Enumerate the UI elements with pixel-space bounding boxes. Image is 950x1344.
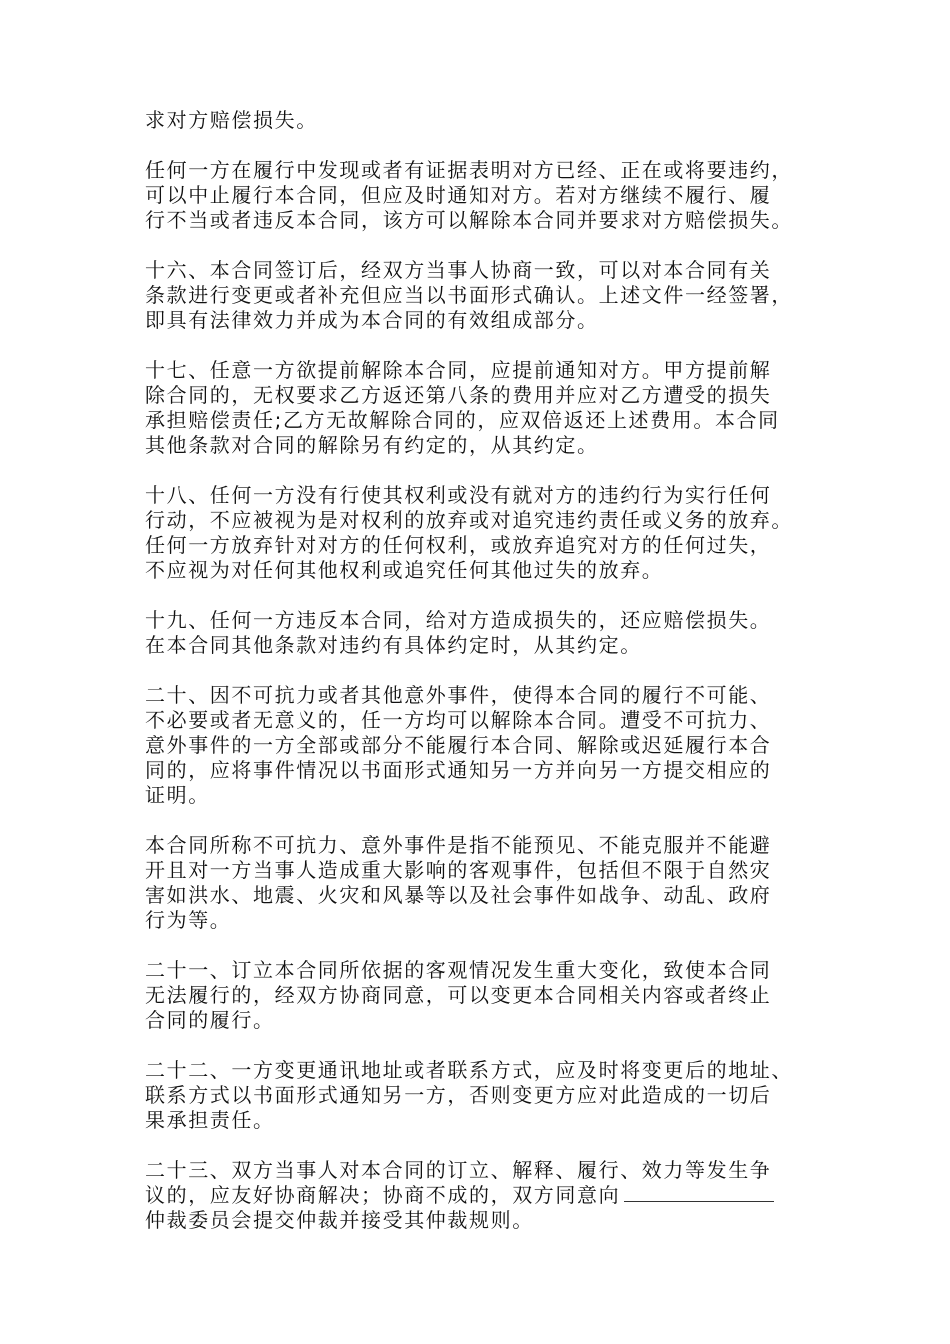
text-line: 二十、因不可抗力或者其他意外事件，使得本合同的履行不可能、 [145,683,772,707]
paragraph-1 [145,108,815,133]
text-line: 果承担责任。 [145,1108,275,1132]
text-line: 即具有法律效力并成为本合同的有效组成部分。 [145,308,599,332]
text-line: 证明。 [145,783,210,807]
text-line: 行动，不应被视为是对权利的放弃或对追究违约责任或义务的放弃。 [145,508,793,532]
text-line: 十八、任何一方没有行使其权利或没有就对方的违约行为实行任何 [145,483,772,507]
text-line: 不必要或者无意义的，任一方均可以解除本合同。遭受不可抗力、 [145,708,772,732]
text-line: 行为等。 [145,908,232,932]
document-page [145,108,815,1258]
text-line: 任何一方放弃针对对方的任何权利，或放弃追究对方的任何过失， [145,533,772,557]
force-majeure-definition [145,833,815,933]
text-line: 条款进行变更或者补充但应当以书面形式确认。上述文件一经签署， [145,283,793,307]
text-line: 二十三、双方当事人对本合同的订立、解释、履行、效力等发生争 [145,1158,772,1182]
paragraph-2 [145,158,815,233]
clause-18 [145,483,815,583]
text-line: 合同的履行。 [145,1008,275,1032]
clause-17 [145,358,815,458]
text-line: 开且对一方当事人造成重大影响的客观事件，包括但不限于自然灾 [145,858,772,882]
text-line: 二十一、订立本合同所依据的客观情况发生重大变化，致使本合同 [145,958,772,982]
text-line: 其他条款对合同的解除另有约定的，从其约定。 [145,433,599,457]
text-line: 不应视为对任何其他权利或追究任何其他过失的放弃。 [145,558,664,582]
text-line: 意外事件的一方全部或部分不能履行本合同、解除或迟延履行本合 [145,733,772,757]
text-line: 任何一方在履行中发现或者有证据表明对方已经、正在或将要违约， [145,158,793,182]
text-line: 承担赔偿责任;乙方无故解除合同的，应双倍返还上述费用。本合同 [145,408,780,432]
clause-23 [145,1158,815,1233]
text-line: 行不当或者违反本合同，该方可以解除本合同并要求对方赔偿损失。 [145,208,793,232]
text-line: 除合同的，无权要求乙方返还第八条的费用并应对乙方遭受的损失 [145,383,772,407]
clause-21 [145,958,815,1033]
text-line: 求对方赔偿损失。 [145,108,318,132]
text-line: 十六、本合同签订后，经双方当事人协商一致，可以对本合同有关 [145,258,772,282]
text-line: 联系方式以书面形式通知另一方，否则变更方应对此造成的一切后 [145,1083,772,1107]
text-segment: 议的，应友好协商解决；协商不成的，双方同意向 [145,1183,621,1207]
arbitration-commission-blank[interactable] [624,1183,774,1202]
text-line: 可以中止履行本合同，但应及时通知对方。若对方继续不履行、履 [145,183,772,207]
text-line: 仲裁委员会提交仲裁并接受其仲裁规则。 [145,1208,534,1232]
clause-19 [145,608,815,658]
text-line-with-blank [145,1183,815,1208]
text-line: 二十二、一方变更通讯地址或者联系方式，应及时将变更后的地址、 [145,1058,793,1082]
text-line: 同的，应将事件情况以书面形式通知另一方并向另一方提交相应的 [145,758,772,782]
text-line: 十九、任何一方违反本合同，给对方造成损失的，还应赔偿损失。 [145,608,772,632]
text-line: 本合同所称不可抗力、意外事件是指不能预见、不能克服并不能避 [145,833,772,857]
text-line: 十七、任意一方欲提前解除本合同，应提前通知对方。甲方提前解 [145,358,772,382]
text-line: 在本合同其他条款对违约有具体约定时，从其约定。 [145,633,642,657]
text-line: 无法履行的，经双方协商同意，可以变更本合同相关内容或者终止 [145,983,772,1007]
clause-16 [145,258,815,333]
clause-20 [145,683,815,808]
text-line: 害如洪水、地震、火灾和风暴等以及社会事件如战争、动乱、政府 [145,883,772,907]
clause-22 [145,1058,815,1133]
